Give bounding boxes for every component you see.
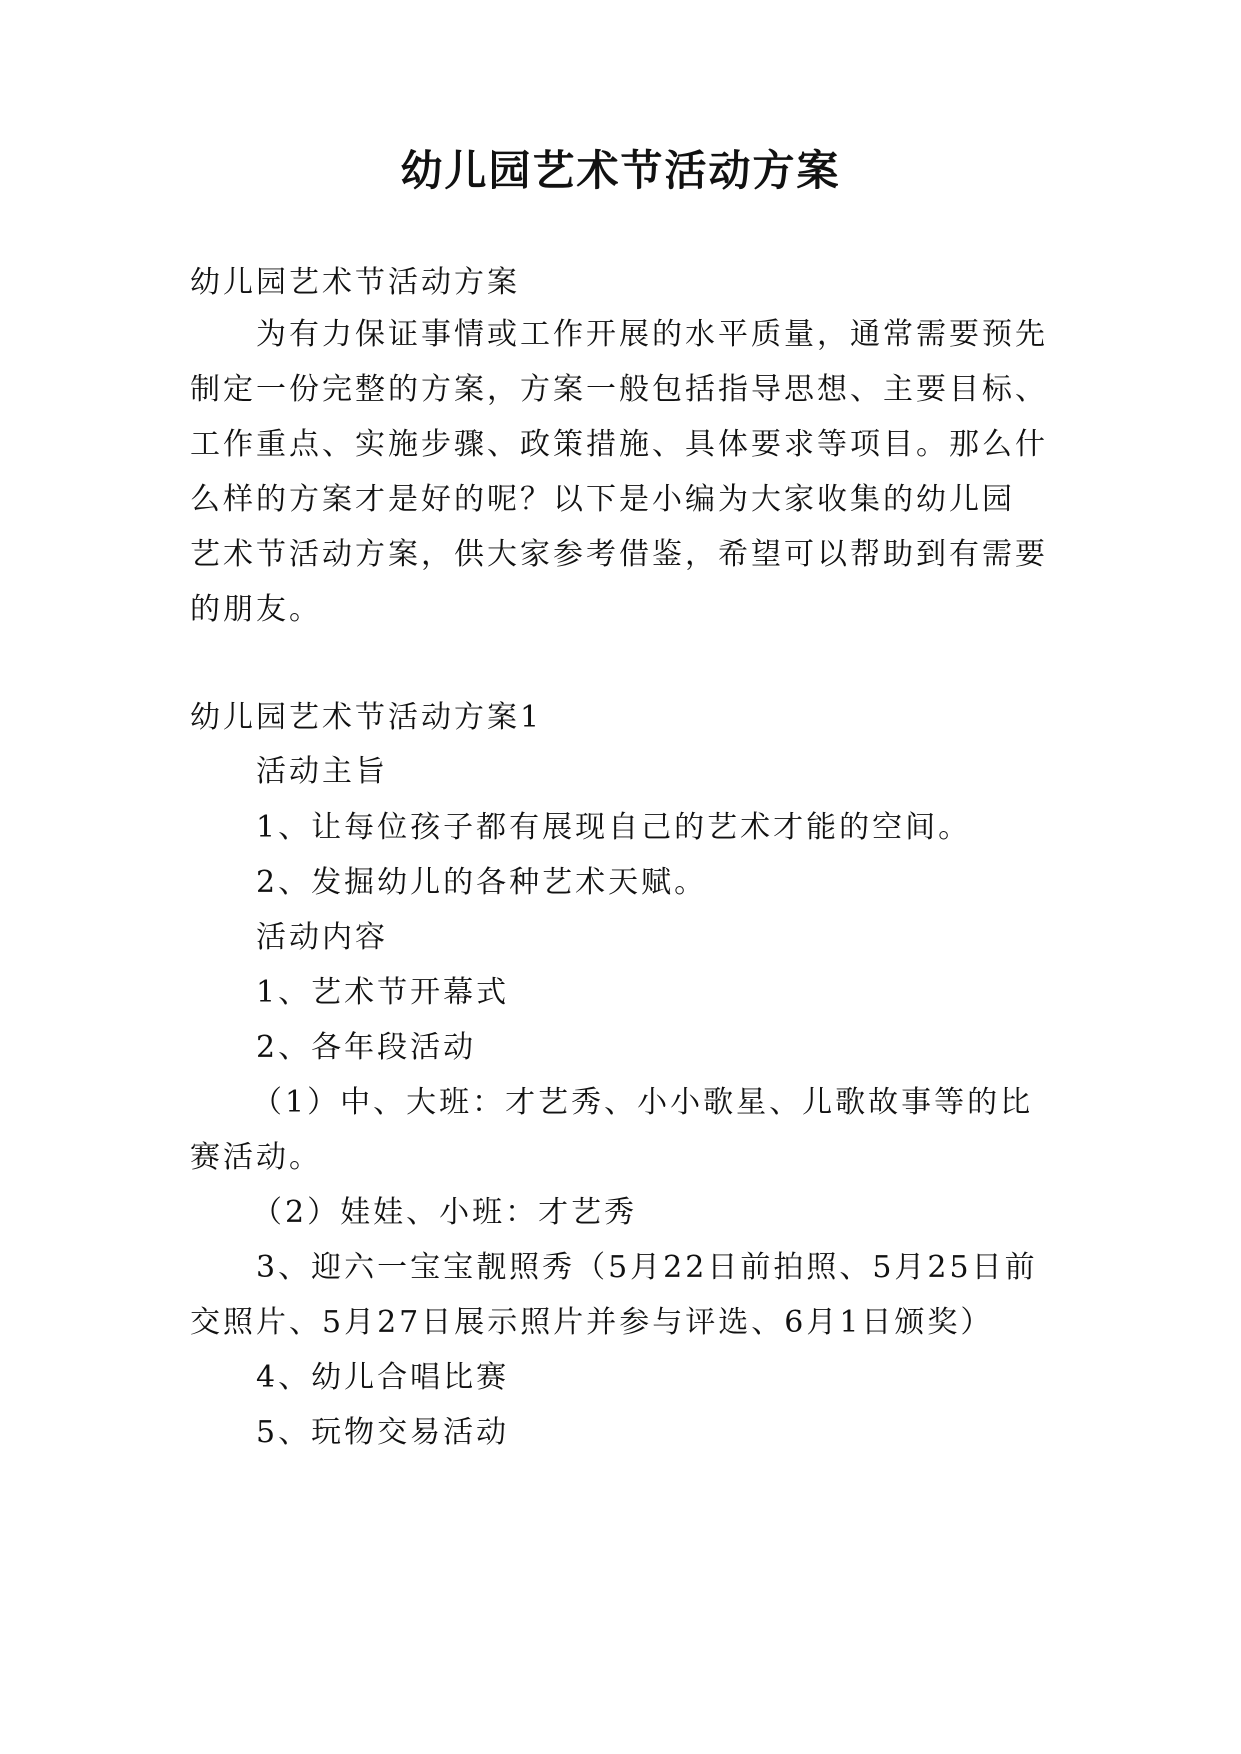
content-item: （2）娃娃、小班：才艺秀 bbox=[252, 1195, 638, 1230]
content-item: 交照片、5月27日展示照片并参与评选、6月1日颁奖） bbox=[190, 1305, 994, 1340]
content-item: （1）中、大班：才艺秀、小小歌星、儿歌故事等的比 bbox=[252, 1085, 1034, 1120]
content-item: 2、各年段活动 bbox=[256, 1030, 477, 1065]
document-subtitle: 幼儿园艺术节活动方案 bbox=[190, 265, 520, 300]
purpose-item: 1、让每位孩子都有展现自己的艺术才能的空间。 bbox=[256, 810, 972, 845]
content-heading: 活动内容 bbox=[256, 920, 388, 955]
intro-line: 么样的方案才是好的呢？以下是小编为大家收集的幼儿园 bbox=[190, 482, 1015, 517]
intro-line: 制定一份完整的方案，方案一般包括指导思想、主要目标、 bbox=[190, 372, 1048, 407]
purpose-heading: 活动主旨 bbox=[256, 754, 388, 789]
intro-line: 的朋友。 bbox=[190, 592, 322, 627]
intro-line: 工作重点、实施步骤、政策措施、具体要求等项目。那么什 bbox=[190, 427, 1048, 462]
content-item: 3、迎六一宝宝靓照秀（5月22日前拍照、5月25日前 bbox=[256, 1250, 1038, 1285]
purpose-item: 2、发掘幼儿的各种艺术天赋。 bbox=[256, 865, 708, 900]
content-item: 4、幼儿合唱比赛 bbox=[256, 1360, 510, 1395]
content-item: 赛活动。 bbox=[190, 1140, 322, 1175]
intro-line: 为有力保证事情或工作开展的水平质量，通常需要预先 bbox=[256, 317, 1048, 352]
intro-line: 艺术节活动方案，供大家参考借鉴，希望可以帮助到有需要 bbox=[190, 537, 1048, 572]
content-item: 5、玩物交易活动 bbox=[256, 1415, 510, 1450]
document-title: 幼儿园艺术节活动方案 bbox=[400, 146, 841, 195]
content-item: 1、艺术节开幕式 bbox=[256, 975, 510, 1010]
section-heading: 幼儿园艺术节活动方案1 bbox=[190, 700, 543, 735]
